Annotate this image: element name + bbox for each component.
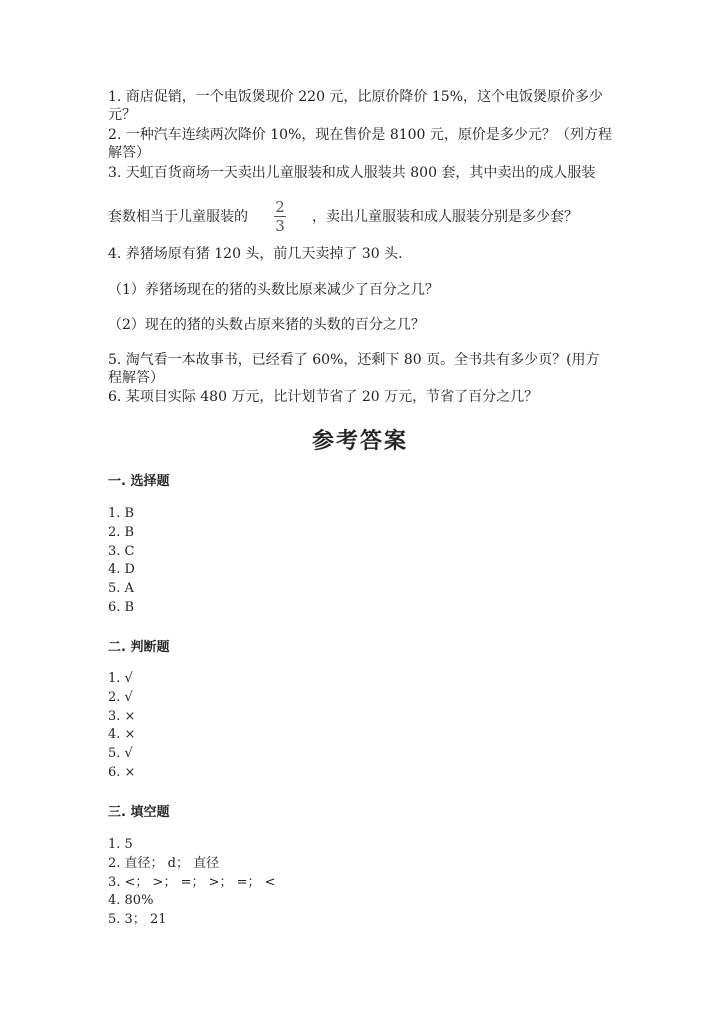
question-4-sub-1: （1）养猪场现在的猪的头数比原来减少了百分之几？: [108, 282, 439, 298]
answer-item: 2. 直径； d； 直径: [108, 855, 220, 871]
question-3-line-2b: ，卖出儿童服装和成人服装分别是多少套？: [312, 209, 578, 225]
question-4: 4. 养猪场原有猪 120 头，前几天卖掉了 30 头.: [108, 246, 403, 262]
answer-item: 5. √: [108, 746, 133, 762]
section-heading-fill: 三. 填空题: [108, 805, 170, 820]
question-3-line-2a: 套数相当于儿童服装的: [108, 209, 248, 225]
question-1-line-1: 1. 商店促销，一个电饭煲现价 220 元，比原价降价 15%，这个电饭煲原价多少: [108, 89, 603, 105]
answer-item: 6. ×: [108, 764, 136, 780]
question-6: 6. 某项目实际 480 万元，比计划节省了 20 万元，节省了百分之几？: [108, 389, 539, 405]
answer-item: 3. <； >； =； >； =； <: [108, 874, 276, 890]
answer-item: 4. D: [108, 562, 135, 578]
fraction-denominator: 3: [275, 217, 285, 235]
question-5-line-2: 程解答）: [108, 370, 164, 386]
answer-item: 1. B: [108, 506, 135, 521]
answer-item: 3. ×: [108, 708, 136, 724]
answer-key-title: 参考答案: [311, 429, 408, 454]
fraction-two-thirds: [274, 200, 286, 233]
fraction-numerator: 2: [275, 198, 285, 216]
question-4-sub-2: （2）现在的猪的头数占原来猪的头数的百分之几？: [108, 317, 425, 333]
answer-item: 1. √: [108, 671, 133, 686]
answer-item: 5. 3； 21: [108, 912, 167, 928]
question-3-line-1: 3. 天虹百货商场一天卖出儿童服装和成人服装共 800 套，其中卖出的成人服装: [108, 165, 596, 181]
answer-item: 2. √: [108, 689, 133, 705]
answer-item: 4. 80%: [108, 893, 154, 909]
section-heading-choice: 一. 选择题: [108, 474, 170, 489]
judge-answers: [108, 670, 135, 783]
question-5-line-1: 5. 淘气看一本故事书，已经看了 60%，还剩下 80 页。全书共有多少页？(用方: [108, 352, 600, 368]
answer-item: 5. A: [108, 581, 134, 597]
question-2-line-1: 2. 一种汽车连续两次降价 10%，现在售价是 8100 元，原价是多少元？（列方程: [108, 127, 612, 143]
question-1-line-2: 元？: [108, 107, 136, 123]
answer-item: 2. B: [108, 524, 135, 540]
fill-answers: [108, 836, 276, 930]
answer-item: 3. C: [108, 543, 135, 559]
answer-item: 4. ×: [108, 727, 136, 743]
choice-answers: [108, 505, 135, 618]
section-heading-judge: 二. 判断题: [108, 640, 170, 655]
question-2-line-2: 解答）: [108, 145, 150, 161]
answer-item: 6. B: [108, 599, 135, 615]
answer-item: 1. 5: [108, 837, 133, 852]
